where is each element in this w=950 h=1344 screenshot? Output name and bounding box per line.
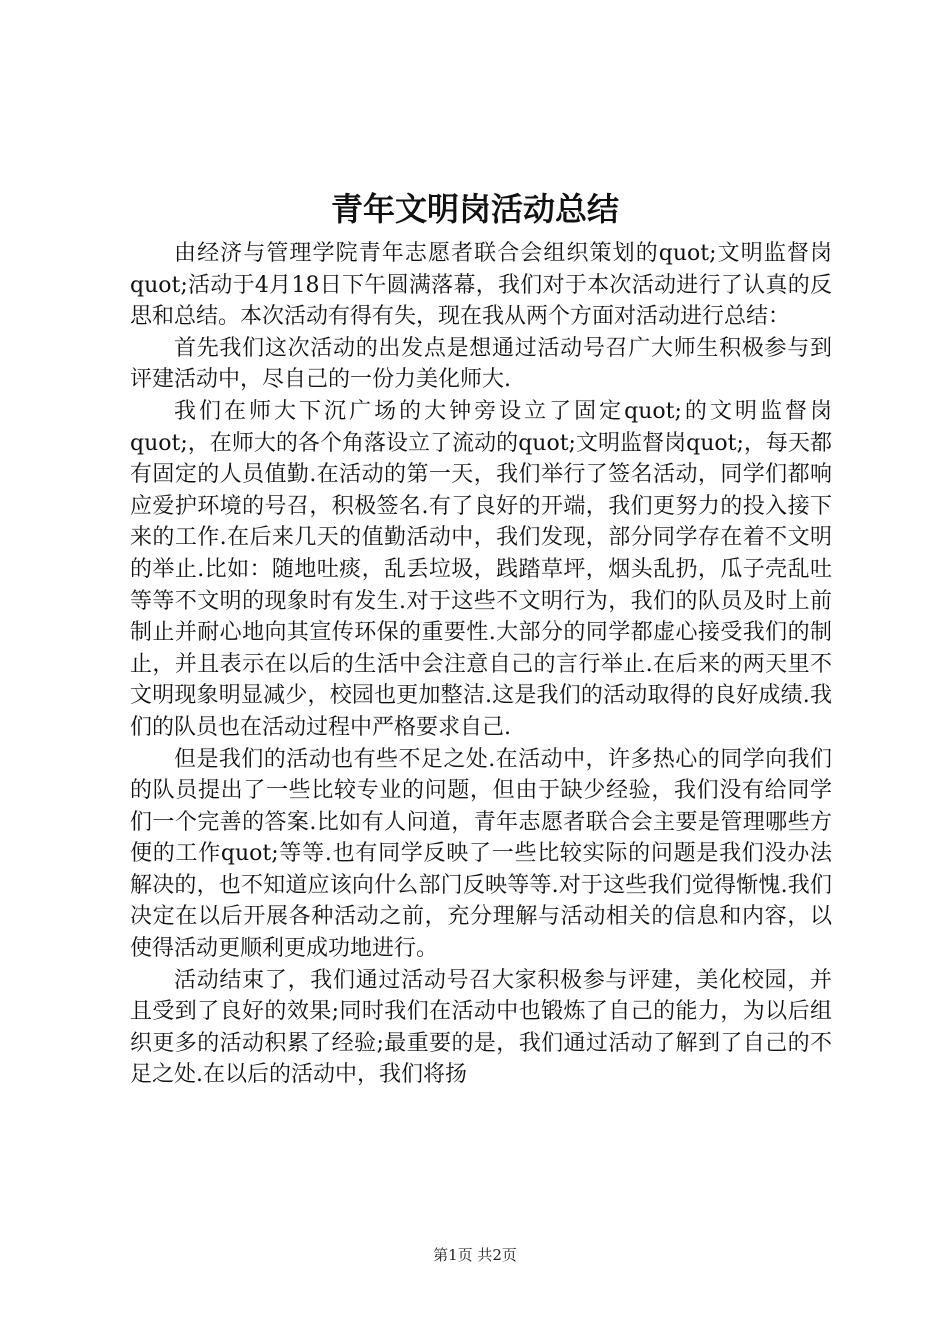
paragraph-shortcomings: 但是我们的活动也有些不足之处.在活动中，许多热心的同学向我们的队员提出了一些比较专业的问题，但由于缺少经验，我们没有给同学们一个完善的答案.比如有人问道，青年志愿者联合会主要是管理哪些方便的工作quot;等等.也有同学反映了一些比较实际的问题是我们没办法解决的，也不知道应该向什么部门反映等等.对于这些我们觉得惭愧.我们决定在以后开展各种活动之前，充分理解与活动相关的信息和内容，以使得活动更顺利更成功地进行。	[130, 746, 832, 962]
paragraph-activities: 我们在师大下沉广场的大钟旁设立了固定quot;的文明监督岗quot;，在师大的各个角落设立了流动的quot;文明监督岗quot;，每天都有固定的人员值勤.在活动的第一天，我们举行了签名活动，同学们都响应爱护环境的号召，积极签名.有了良好的开端，我们更努力的投入接下来的工作.在后来几天的值勤活动中，我们发现，部分同学存在着不文明的举止.比如：随地吐痰，乱丢垃圾，践踏草坪，烟头乱扔，瓜子壳乱吐等等不文明的现象时有发生.对于这些不文明行为，我们的队员及时上前制止并耐心地向其宣传环保的重要性.大部分的同学都虚心接受我们的制止，并且表示在以后的生活中会注意自己的言行举止.在后来的两天里不文明现象明显减少，校园也更加整洁.这是我们的活动取得的良好成绩.我们的队员也在活动过程中严格要求自己.	[130, 398, 832, 740]
paragraph-conclusion: 活动结束了，我们通过活动号召大家积极参与评建，美化校园，并且受到了良好的效果;同时我们在活动中也锻炼了自己的能力，为以后组织更多的活动积累了经验;最重要的是，我们通过活动了解到了自己的不足之处.在以后的活动中，我们将扬	[130, 967, 832, 1088]
paragraph-intro: 由经济与管理学院青年志愿者联合会组织策划的quot;文明监督岗quot;活动于4月18日下午圆满落幕，我们对于本次活动进行了认真的反思和总结。本次活动有得有失，现在我从两个方面对活动进行总结：	[130, 241, 832, 330]
page-number-footer: 第1页 共2页	[433, 1246, 517, 1264]
paragraph-purpose: 首先我们这次活动的出发点是想通过活动号召广大师生积极参与到评建活动中，尽自己的一份力美化师大.	[130, 335, 832, 393]
page-title: 青年文明岗活动总结	[330, 190, 619, 228]
document-body	[130, 238, 832, 1091]
